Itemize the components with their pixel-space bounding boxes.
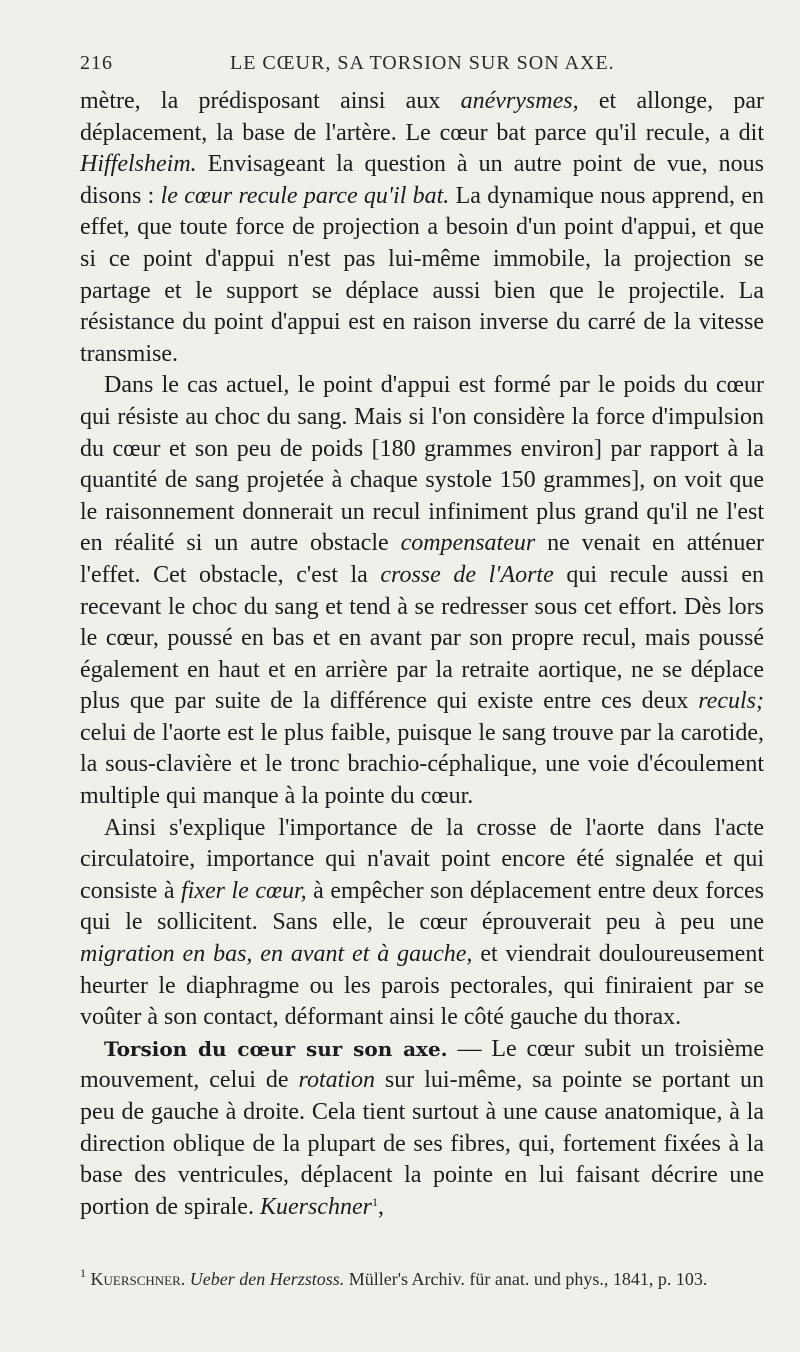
italic-run: crosse de l'Aorte xyxy=(380,561,554,588)
italic-run: anévrysmes, xyxy=(460,88,579,114)
text-run: celui de l'aorte est le plus faible, puisque le sang trouve par la carotide, la sous-clavière et le tronc brachio-céphalique, une voie d'écoulement multiple qui manque à la pointe du cœur. xyxy=(80,719,764,810)
text-run: sur lui-même, sa pointe se portant un peu de gauche à droite. Cela tient surtout à une cause anatomique, à la direction oblique de la plupart de ses fibres, qui, fortement fixées à la base des ventricules, déplacent la pointe en lui faisant décrire une portion de spirale. xyxy=(80,1067,764,1220)
paragraph-4 xyxy=(80,1034,764,1224)
paragraph-2 xyxy=(80,370,764,812)
italic-run: compensateur xyxy=(400,530,536,557)
text-run: La dynamique nous apprend, en effet, que toute force de projection a besoin d'un point d'appui, et que si ce point d'appui n'est pas lui-même immobile, la projection se partage et le support se déplace aussi bien que le projectile. La résistance du point d'appui est en raison inverse du carré de la vitesse transmise. xyxy=(80,182,764,367)
italic-run: rotation xyxy=(298,1067,375,1094)
paragraph-1 xyxy=(80,86,764,370)
italic-run: reculs; xyxy=(698,688,764,715)
page-number: 216 xyxy=(80,52,113,74)
text-run: Envisageant la question à un autre point de vue, nous disons : xyxy=(80,151,764,209)
footnote-reference: 1 xyxy=(371,1194,378,1209)
italic-run: Kuerschner xyxy=(259,1193,372,1220)
text-run: Dans le cas actuel, le point d'appui est formé par le poids du cœur qui résiste au choc du sang. Mais si l'on considère la force d'impulsion du cœur et son peu de poids [180 grammes environ] par rapport à la quantité de sang projetée à chaque systole 150 grammes], on voit que le raisonnement donnerait un recul infiniment plus grand qu'il ne l'est en réalité si un autre obstacle xyxy=(80,372,764,557)
section-run-in-heading: Torsion du cœur sur son axe. xyxy=(104,1036,448,1061)
italic-run: le cœur recule parce qu'il bat. xyxy=(160,182,450,209)
text-run: et allonge, par déplacement, la base de l'artère. Le cœur bat parce qu'il recule, a dit xyxy=(80,88,764,146)
text-run: , xyxy=(377,1193,384,1220)
text-run: ne venait en atténuer l'effet. Cet obstacle, c'est la xyxy=(80,530,764,588)
text-run: Ainsi s'explique l'importance de la crosse de l'aorte dans l'acte circulatoire, importance qui n'avait point encore été signalée et qui consiste à xyxy=(80,814,764,904)
italic-run: migration en bas, en avant et à gauche, xyxy=(80,941,473,968)
main-text xyxy=(80,86,764,1223)
text-run: à empêcher son déplacement entre deux forces qui le sollicitent. Sans elle, le cœur éprouverait peu à peu une xyxy=(80,877,765,936)
footnote-marker: 1 xyxy=(80,1266,86,1280)
text-run: — Le cœur subit un troisième mouvement, celui de xyxy=(80,1035,764,1094)
running-title: LE CŒUR, SA TORSION SUR SON AXE. xyxy=(230,52,615,74)
text-run: et viendrait douloureusement heurter le diaphragme ou les parois pectorales, qui finiraient par se voûter à son contact, déformant ainsi le côté gauche du thorax. xyxy=(80,941,764,1031)
italic-run: Hiffelsheim. xyxy=(80,151,197,178)
italic-run: fixer le cœur, xyxy=(181,877,307,904)
footnote-citation: Müller's Archiv. für anat. und phys., 1841, p. 103. xyxy=(344,1269,708,1289)
paragraph-3 xyxy=(80,813,764,1034)
footnote-author: Kuerschner. xyxy=(90,1269,186,1289)
footnote xyxy=(80,1268,764,1290)
footnote-title: Ueber den Herzstoss. xyxy=(189,1269,345,1289)
text-run: qui recule aussi en recevant le choc du sang et tend à se redresser sous cet effort. Dès lors le cœur, poussé en bas et en avant par son propre recul, mais poussé également en haut et en arrière par la retraite aortique, ne se déplace plus que par suite de la différence qui existe entre ces deux xyxy=(80,561,765,715)
text-run: mètre, la prédisposant ainsi aux xyxy=(80,88,461,114)
